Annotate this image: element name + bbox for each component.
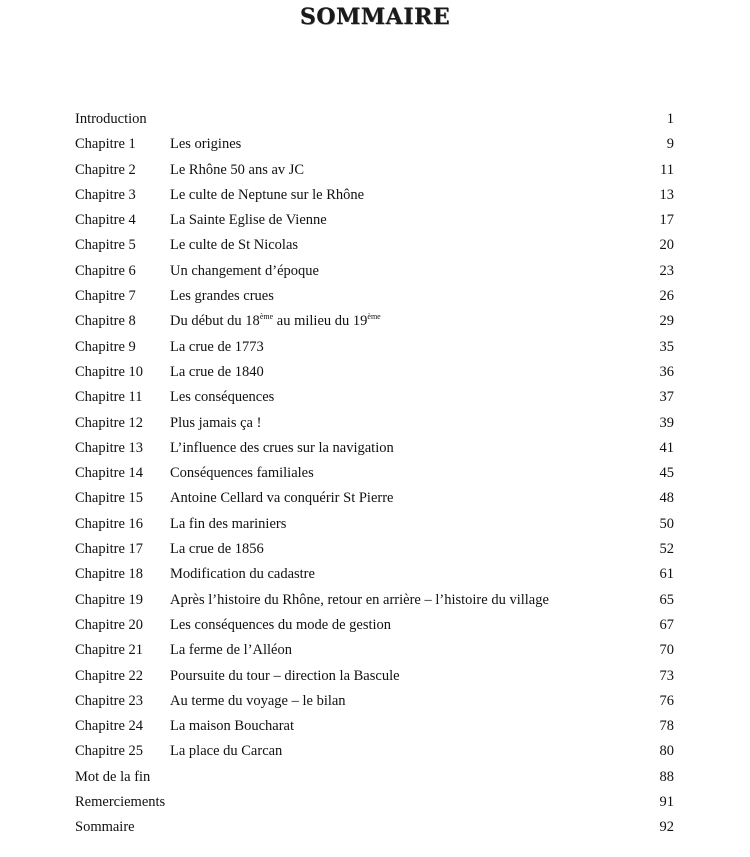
toc-page-number: 65 <box>659 591 674 608</box>
toc-title: Le culte de St Nicolas <box>170 237 299 254</box>
toc-page-number: 17 <box>659 212 674 229</box>
toc-page-number: 91 <box>659 794 674 811</box>
toc-label: Chapitre 20 <box>75 616 144 633</box>
toc-title: Après l’histoire du Rhône, retour en arrière – l’histoire du village <box>170 591 549 608</box>
toc-label: Chapitre 13 <box>75 439 144 456</box>
toc-page-number: 29 <box>659 313 674 330</box>
toc-label: Chapitre 7 <box>75 288 136 305</box>
toc-page-number: 9 <box>666 136 674 153</box>
toc-page-number: 41 <box>659 439 674 456</box>
toc-page-number: 61 <box>659 566 674 583</box>
toc-title: La Sainte Eglise de Vienne <box>170 212 327 229</box>
toc-label: Chapitre 21 <box>75 642 144 659</box>
toc-page-number: 92 <box>659 819 674 836</box>
toc-title: Modification du cadastre <box>170 566 315 583</box>
toc-row <box>75 411 675 436</box>
toc-row <box>75 537 675 562</box>
toc-title: La crue de 1856 <box>170 541 264 558</box>
toc-title: La fin des mariniers <box>170 515 287 532</box>
toc-row <box>75 461 675 486</box>
toc-label: Chapitre 10 <box>75 363 144 380</box>
toc-label: Chapitre 8 <box>75 313 136 330</box>
toc-page-number: 45 <box>659 465 674 482</box>
toc-label: Sommaire <box>75 819 135 836</box>
toc-row <box>75 486 675 511</box>
toc-label: Chapitre 12 <box>75 414 144 431</box>
toc-title: La ferme de l’Alléon <box>170 642 292 659</box>
toc-row <box>75 588 675 613</box>
superscript: ème <box>259 312 274 322</box>
toc-row <box>75 158 675 183</box>
toc-page-number: 11 <box>660 161 674 178</box>
toc-title: Les origines <box>170 136 242 153</box>
toc-title: Poursuite du tour – direction la Bascule <box>170 667 400 684</box>
toc-label: Chapitre 25 <box>75 743 144 760</box>
toc-label: Chapitre 16 <box>75 515 144 532</box>
toc-title-part: Du début du 18 <box>170 313 260 330</box>
toc-title: La maison Boucharat <box>170 718 295 735</box>
toc-page-number: 67 <box>659 616 674 633</box>
toc-page-number: 39 <box>659 414 674 431</box>
toc-row <box>75 689 675 714</box>
toc-label: Chapitre 9 <box>75 338 136 355</box>
toc-title: Plus jamais ça ! <box>170 414 262 431</box>
toc-label: Chapitre 22 <box>75 667 144 684</box>
toc-row <box>75 233 675 258</box>
toc-title: Le culte de Neptune sur le Rhône <box>170 186 365 203</box>
toc-page-number: 36 <box>659 363 674 380</box>
toc-row <box>75 208 675 233</box>
toc-label: Chapitre 5 <box>75 237 136 254</box>
toc-title: La crue de 1773 <box>170 338 264 355</box>
toc-title: La place du Carcan <box>170 743 283 760</box>
toc-title-part: au milieu du 19 <box>273 313 368 330</box>
toc-title: Au terme du voyage – le bilan <box>170 692 346 709</box>
toc-page-number: 20 <box>659 237 674 254</box>
toc-row <box>75 790 675 815</box>
toc-title: Un changement d’époque <box>170 262 319 279</box>
toc-row <box>75 183 675 208</box>
toc-label: Chapitre 4 <box>75 212 136 229</box>
toc-title: Antoine Cellard va conquérir St Pierre <box>170 490 394 507</box>
toc-row <box>75 309 675 334</box>
toc-label: Chapitre 14 <box>75 465 144 482</box>
toc-label: Chapitre 18 <box>75 566 144 583</box>
toc-page-number: 35 <box>659 338 674 355</box>
toc-page-number: 80 <box>659 743 674 760</box>
toc-row <box>75 512 675 537</box>
toc-row <box>75 613 675 638</box>
toc-title: La crue de 1840 <box>170 363 264 380</box>
toc-title: Les conséquences du mode de gestion <box>170 616 392 633</box>
toc-row <box>75 765 675 790</box>
toc-row <box>75 638 675 663</box>
toc-page-number: 70 <box>659 642 674 659</box>
toc-label: Chapitre 15 <box>75 490 144 507</box>
toc-row <box>75 335 675 360</box>
toc-label: Chapitre 17 <box>75 541 144 558</box>
page-title: SOMMAIRE <box>299 4 451 30</box>
toc-row <box>75 259 675 284</box>
toc-row <box>75 714 675 739</box>
toc-row <box>75 360 675 385</box>
toc-label: Mot de la fin <box>75 768 151 785</box>
toc-page-number: 88 <box>659 768 674 785</box>
toc-row <box>75 132 675 157</box>
toc-label: Chapitre 1 <box>75 136 136 153</box>
toc-page-number: 23 <box>659 262 674 279</box>
toc-label: Chapitre 19 <box>75 591 144 608</box>
toc-page-number: 26 <box>659 288 674 305</box>
toc-row <box>75 664 675 689</box>
toc-label: Chapitre 23 <box>75 692 144 709</box>
toc-page-number: 48 <box>659 490 674 507</box>
toc-page-number: 73 <box>659 667 674 684</box>
toc-label: Chapitre 2 <box>75 161 136 178</box>
toc-label: Chapitre 24 <box>75 718 144 735</box>
toc-page-number: 76 <box>659 692 674 709</box>
toc-title: Conséquences familiales <box>170 465 314 482</box>
toc-title: L’influence des crues sur la navigation <box>170 439 394 456</box>
toc-page-number: 13 <box>659 186 674 203</box>
superscript: ème <box>367 312 381 322</box>
toc-label: Remerciements <box>75 794 166 811</box>
toc-row <box>75 815 675 840</box>
toc-row <box>75 739 675 764</box>
toc-row <box>75 436 675 461</box>
toc-page-number: 1 <box>666 111 674 127</box>
toc-row <box>75 385 675 410</box>
toc-title <box>170 309 381 334</box>
toc-label: Chapitre 3 <box>75 186 136 203</box>
toc-title: Le Rhône 50 ans av JC <box>170 161 305 178</box>
toc-page-number: 78 <box>659 718 674 735</box>
toc-label: Introduction <box>75 111 147 127</box>
toc-page-number: 50 <box>659 515 674 532</box>
toc-row <box>75 107 675 132</box>
toc-label: Chapitre 6 <box>75 262 136 279</box>
toc-page-number: 52 <box>659 541 674 558</box>
toc-title: Les grandes crues <box>170 288 274 305</box>
toc-row <box>75 562 675 587</box>
toc-page-number: 37 <box>659 389 674 406</box>
toc-label: Chapitre 11 <box>75 389 143 406</box>
toc-row <box>75 284 675 309</box>
toc-title: Les conséquences <box>170 389 275 406</box>
table-of-contents <box>75 107 675 841</box>
